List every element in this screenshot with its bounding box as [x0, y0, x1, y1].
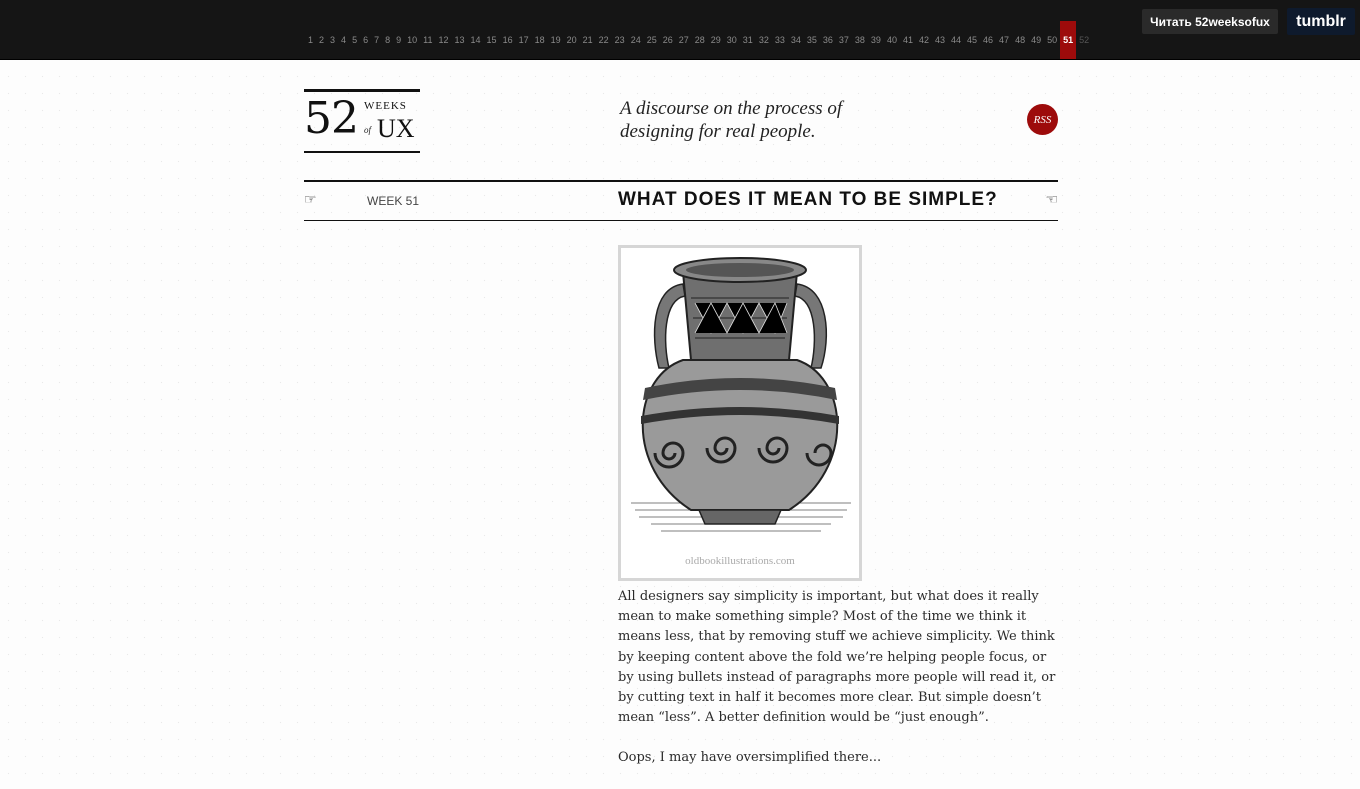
week-link-14[interactable]: 14	[470, 35, 481, 45]
week-link-43[interactable]: 43	[934, 35, 945, 45]
post-paragraph: All designers say simplicity is important, but what does it really mean to make something simple? Most of the time we think it means less, that by removing stuff we achieve simplicity. We think by keeping content above the fold we’re helping people focus, or by using bullets instead of paragraphs more people will read it, or by cutting text in half it becomes more clear. But simple doesn’t mean “less”. A better definition would be “just enough”.	[618, 589, 1056, 726]
rss-button[interactable]: RSS	[1027, 104, 1058, 135]
week-link-18[interactable]: 18	[534, 35, 545, 45]
site-logo[interactable]	[304, 89, 420, 153]
logo-weeks: WEEKS	[364, 100, 407, 112]
week-link-46[interactable]: 46	[983, 35, 994, 45]
week-link-24[interactable]: 24	[630, 35, 641, 45]
week-link-41[interactable]: 41	[902, 35, 913, 45]
image-credit: oldbookillustrations.com	[685, 555, 795, 567]
post-title[interactable]: WHAT DOES IT MEAN TO BE SIMPLE?	[618, 189, 998, 210]
week-link-17[interactable]: 17	[518, 35, 529, 45]
weeks-navigation	[305, 21, 1092, 59]
week-link-19[interactable]: 19	[550, 35, 561, 45]
amphora-illustration	[621, 248, 859, 548]
week-link-31[interactable]: 31	[742, 35, 753, 45]
week-link-3[interactable]: 3	[330, 35, 336, 45]
week-link-52[interactable]: 52	[1079, 35, 1090, 45]
week-link-51[interactable]: 51	[1060, 21, 1076, 59]
week-link-23[interactable]: 23	[614, 35, 625, 45]
pointing-hand-right-icon[interactable]: ☞	[304, 192, 317, 208]
week-link-42[interactable]: 42	[918, 35, 929, 45]
week-link-8[interactable]: 8	[385, 35, 391, 45]
week-link-37[interactable]: 37	[838, 35, 849, 45]
week-link-13[interactable]: 13	[454, 35, 465, 45]
week-link-21[interactable]: 21	[582, 35, 593, 45]
week-link-22[interactable]: 22	[598, 35, 609, 45]
week-link-6[interactable]: 6	[363, 35, 369, 45]
week-link-29[interactable]: 29	[710, 35, 721, 45]
week-link-28[interactable]: 28	[694, 35, 705, 45]
week-link-35[interactable]: 35	[806, 35, 817, 45]
week-link-48[interactable]: 48	[1015, 35, 1026, 45]
pointing-hand-left-icon[interactable]: ☜	[1045, 192, 1058, 208]
week-label: WEEK 51	[367, 194, 420, 208]
post-illustration	[618, 245, 862, 581]
week-link-26[interactable]: 26	[662, 35, 673, 45]
week-link-9[interactable]: 9	[396, 35, 402, 45]
post-title-bar	[304, 180, 1058, 221]
week-link-10[interactable]: 10	[407, 35, 418, 45]
week-link-44[interactable]: 44	[951, 35, 962, 45]
week-link-4[interactable]: 4	[341, 35, 347, 45]
week-link-36[interactable]: 36	[822, 35, 833, 45]
week-link-49[interactable]: 49	[1031, 35, 1042, 45]
logo-ux: UX	[377, 114, 415, 143]
logo-of: of	[364, 125, 372, 135]
week-link-25[interactable]: 25	[646, 35, 657, 45]
week-link-40[interactable]: 40	[886, 35, 897, 45]
week-link-20[interactable]: 20	[566, 35, 577, 45]
post-body	[618, 587, 1058, 789]
week-link-47[interactable]: 47	[999, 35, 1010, 45]
week-link-15[interactable]: 15	[486, 35, 497, 45]
week-link-5[interactable]: 5	[352, 35, 358, 45]
week-link-39[interactable]: 39	[870, 35, 881, 45]
week-link-34[interactable]: 34	[790, 35, 801, 45]
week-link-32[interactable]: 32	[758, 35, 769, 45]
week-link-11[interactable]: 11	[423, 35, 433, 45]
post-paragraph: Oops, I may have oversimplified there...	[618, 750, 882, 766]
week-link-38[interactable]: 38	[854, 35, 865, 45]
week-link-12[interactable]: 12	[438, 35, 449, 45]
week-link-1[interactable]: 1	[308, 35, 314, 45]
week-link-27[interactable]: 27	[678, 35, 689, 45]
week-link-7[interactable]: 7	[374, 35, 380, 45]
tumblr-logo[interactable]: tumblr	[1287, 8, 1355, 35]
week-link-30[interactable]: 30	[726, 35, 737, 45]
follow-button[interactable]: Читать 52weeksofux	[1142, 9, 1278, 34]
week-link-2[interactable]: 2	[319, 35, 325, 45]
week-link-50[interactable]: 50	[1047, 35, 1058, 45]
week-link-33[interactable]: 33	[774, 35, 785, 45]
week-link-45[interactable]: 45	[967, 35, 978, 45]
top-bar	[0, 0, 1360, 60]
logo-number: 52	[304, 93, 358, 144]
site-tagline: A discourse on the process of designing for real people.	[620, 98, 843, 142]
week-link-16[interactable]: 16	[502, 35, 513, 45]
